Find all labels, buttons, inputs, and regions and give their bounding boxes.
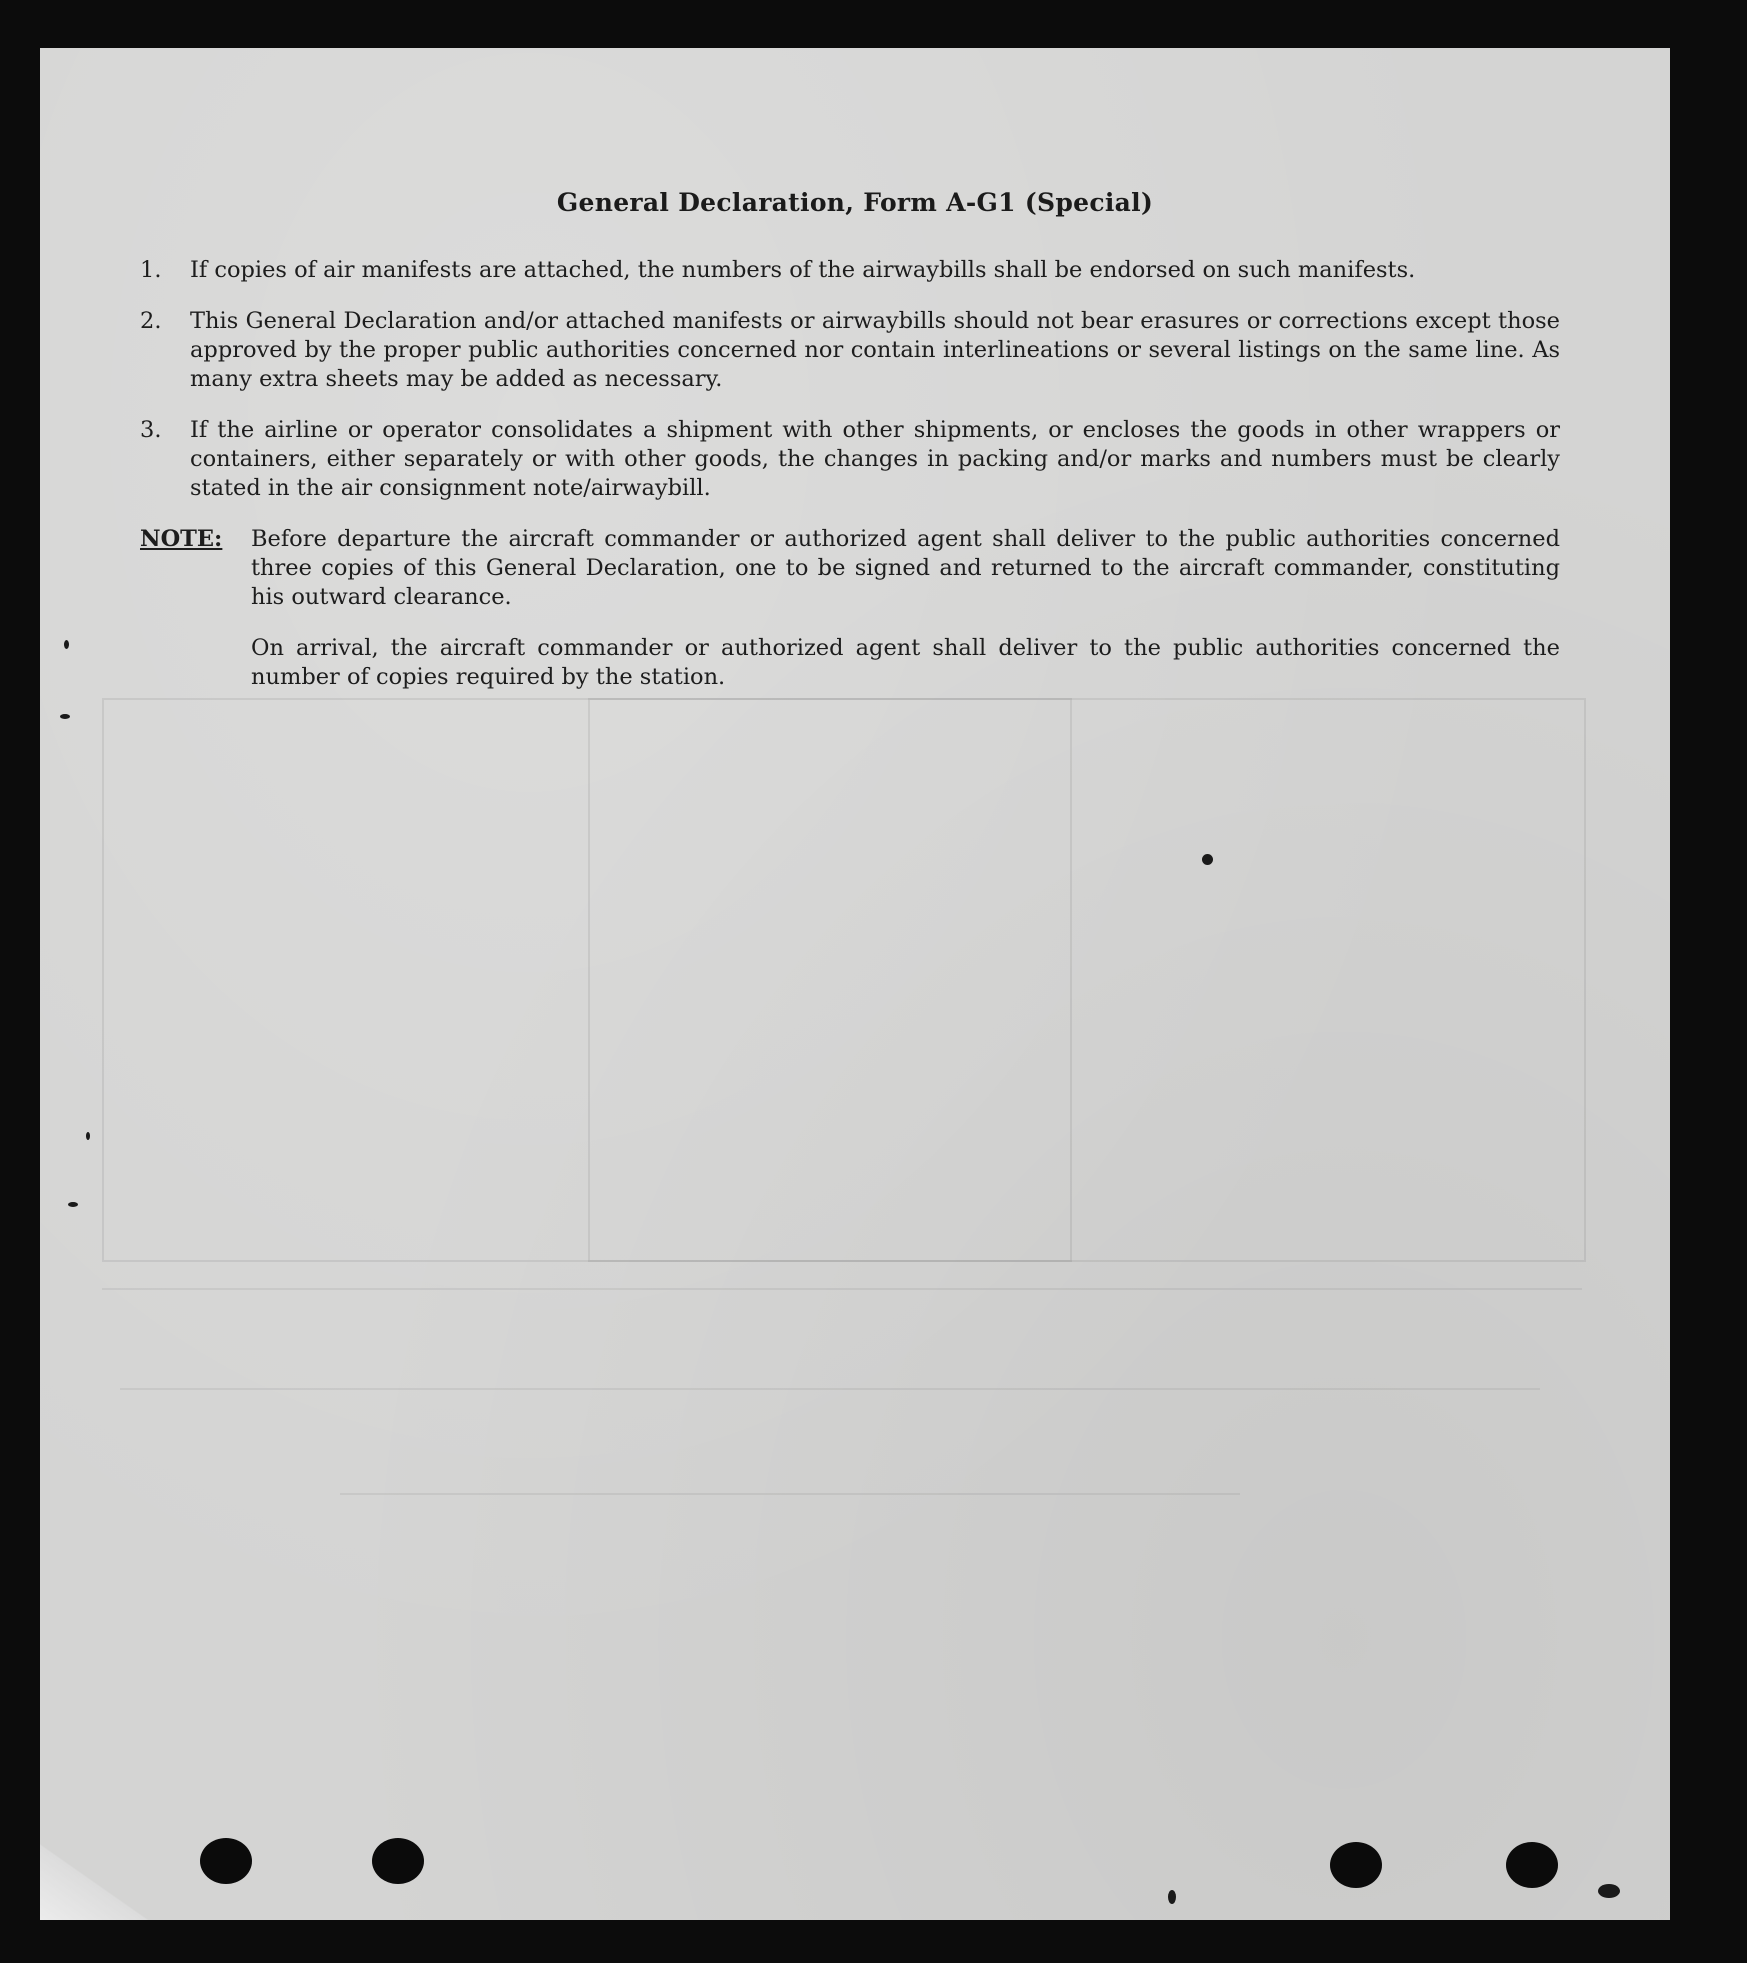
note-label: NOTE: [140,526,223,552]
item-text: This General Declaration and/or attached manifests or airwaybills should not bear erasures or corrections except those approved by the proper public authorities concerned nor contain interlineations or several listings on the same line. As many extra sheets may be added as necessary. [190,308,1560,392]
punch-hole [1330,1842,1382,1888]
ink-speck [1202,854,1213,865]
ink-speck [86,1132,90,1140]
item-number: 3. [140,417,162,443]
item-number: 1. [140,257,162,283]
note-paragraph: On arrival, the aircraft commander or authorized agent shall deliver to the public authorities concerned the number of copies required by the station. [251,635,1560,690]
show-through-rule [120,1388,1540,1390]
punch-hole [1506,1842,1558,1888]
note-paragraph: Before departure the aircraft commander or authorized agent shall deliver to the public authorities concerned three copies of this General Declaration, one to be signed and returned to the aircraft commander, constituting his outward clearance. [251,526,1560,610]
show-through-column [588,698,1072,1262]
instructions-list [140,256,1560,714]
punch-hole [372,1838,424,1884]
ink-speck [60,714,70,719]
paper-sheet [40,48,1670,1920]
punch-hole [200,1838,252,1884]
ink-speck [1598,1884,1620,1898]
list-item [140,416,1560,503]
list-item [140,307,1560,394]
show-through-rule [340,1493,1240,1495]
ink-speck [1168,1890,1176,1904]
list-item [140,256,1560,285]
ink-speck [68,1202,78,1207]
folded-corner [40,1838,160,1920]
note-block [140,525,1560,714]
form-title: General Declaration, Form A-G1 (Special) [556,188,1154,217]
item-text: If copies of air manifests are attached, the numbers of the airwaybills shall be endorsed on such manifests. [190,257,1416,283]
show-through-rule [102,1288,1582,1290]
note-body [251,525,1560,714]
item-text: If the airline or operator consolidates a shipment with other shipments, or encloses the goods in other wrappers or containers, either separately or with other goods, the changes in packing and/or marks and numbers must be clearly stated in the air consignment note/airwaybill. [190,417,1560,501]
ink-speck [64,640,69,649]
item-number: 2. [140,308,162,334]
